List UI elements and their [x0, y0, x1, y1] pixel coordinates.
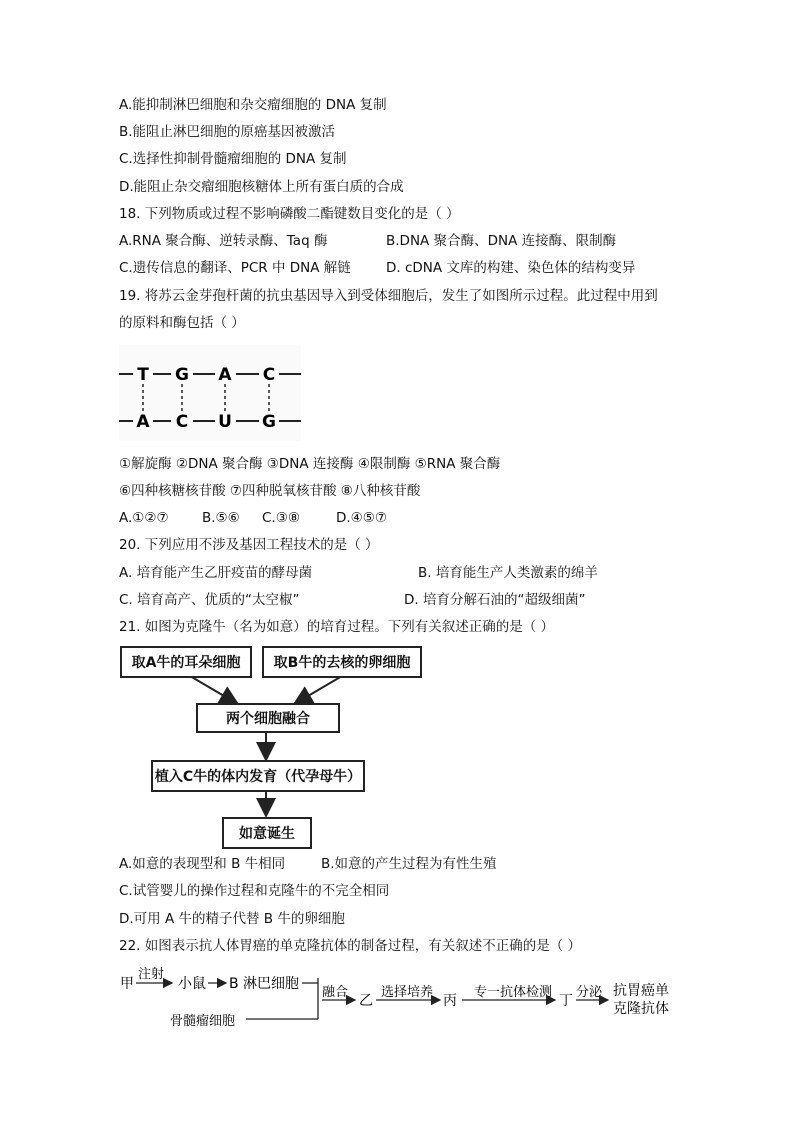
- q22-detect-label: 专一抗体检测: [474, 985, 553, 1000]
- q22-ding: 丁: [559, 993, 573, 1009]
- q17-option-c: C.选择性抑制骨髓瘤细胞的 DNA 复制: [119, 151, 347, 167]
- q18-option-a: A.RNA 聚合酶、逆转录酶、Taq 酶: [119, 233, 328, 249]
- q18-stem: 18. 下列物质或过程不影响磷酸二酯键数目变化的是（ ）: [119, 206, 460, 222]
- q18-option-b: B.DNA 聚合酶、DNA 连接酶、限制酶: [386, 233, 617, 249]
- q18-option-c: C.遗传信息的翻译、PCR 中 DNA 解链: [119, 260, 351, 276]
- top-base-3: A: [218, 365, 232, 385]
- flow-box-cell-fusion: 两个细胞融合: [196, 703, 340, 733]
- flow-box-implant-c: 植入C牛的体内发育（代孕母牛）: [151, 760, 365, 792]
- flow-box-ruyi-born: 如意诞生: [222, 817, 312, 849]
- q19-items-line2: ⑥四种核糖核苷酸 ⑦四种脱氧核苷酸 ⑧八种核苷酸: [119, 483, 421, 499]
- q21-option-a: A.如意的表现型和 B 牛相同: [119, 856, 286, 872]
- q22-myeloma: 骨髓瘤细胞: [170, 1014, 236, 1029]
- q21-option-d: D.可用 A 牛的精子代替 B 牛的卵细胞: [119, 911, 345, 927]
- q18-option-d: D. cDNA 文库的构建、染色体的结构变异: [386, 260, 636, 276]
- q21-stem: 21. 如图为克隆牛（名为如意）的培育过程。下列有关叙述正确的是（ ）: [119, 619, 555, 635]
- q22-product-line1: 抗胃癌单: [613, 983, 669, 999]
- q22-inject-label: 注射: [138, 967, 165, 982]
- q19-stem-line1: 19. 将苏云金芽孢杆菌的抗虫基因导入到受体细胞后，发生了如图所示过程。此过程中用到: [119, 288, 658, 304]
- q22-select-label: 选择培养: [381, 985, 434, 1000]
- bottom-base-3: U: [218, 412, 232, 432]
- q20-option-b: B. 培育能生产人类激素的绵羊: [418, 565, 598, 581]
- q19-option-a: A.①②⑦: [119, 510, 169, 526]
- flow-box-b-egg-cell: 取B牛的去核的卵细胞: [262, 646, 422, 678]
- q21-option-b: B.如意的产生过程为有性生殖: [321, 856, 497, 872]
- q19-option-c: C.③⑧: [262, 510, 300, 526]
- q22-stem: 22. 如图表示抗人体胃癌的单克隆抗体的制备过程，有关叙述不正确的是（ ）: [119, 938, 582, 954]
- q20-option-a: A. 培育能产生乙肝疫苗的酵母菌: [119, 565, 313, 581]
- bottom-base-4: G: [262, 412, 276, 432]
- q19-items-line1: ①解旋酶 ②DNA 聚合酶 ③DNA 连接酶 ④限制酶 ⑤RNA 聚合酶: [119, 456, 501, 472]
- q19-option-d: D.④⑤⑦: [336, 510, 387, 526]
- q22-secrete-label: 分泌: [576, 985, 603, 1000]
- q20-option-c: C. 培育高产、优质的“太空椒”: [119, 592, 300, 608]
- bottom-base-1: A: [136, 412, 150, 432]
- q19-option-b: B.⑤⑥: [202, 510, 240, 526]
- q22-yi: 乙: [359, 993, 373, 1009]
- q22-product-line2: 克隆抗体: [613, 1001, 669, 1017]
- q22-jia: 甲: [120, 976, 134, 992]
- bottom-base-2: C: [175, 412, 189, 432]
- q21-option-c: C.试管婴儿的操作过程和克隆牛的不完全相同: [119, 883, 390, 899]
- top-base-4: C: [262, 365, 276, 385]
- top-base-1: T: [137, 365, 149, 385]
- q17-option-a: A.能抑制淋巴细胞和杂交瘤细胞的 DNA 复制: [119, 97, 387, 113]
- q22-b-lymphocyte: B 淋巴细胞: [229, 976, 300, 992]
- q22-fuse-label: 融合: [322, 985, 349, 1000]
- q19-stem-line2: 的原料和酶包括（ ）: [119, 315, 245, 331]
- q22-mouse: 小鼠: [178, 976, 206, 992]
- q22-bing: 丙: [443, 993, 457, 1009]
- flow-box-a-ear-cell: 取A牛的耳朵细胞: [120, 646, 252, 678]
- q20-stem: 20. 下列应用不涉及基因工程技术的是（ ）: [119, 537, 379, 553]
- q17-option-d: D.能阻止杂交瘤细胞核糖体上所有蛋白质的合成: [119, 179, 404, 195]
- top-base-2: G: [175, 365, 189, 385]
- q17-option-b: B.能阻止淋巴细胞的原癌基因被激活: [119, 124, 336, 140]
- q20-option-d: D. 培育分解石油的“超级细菌”: [404, 592, 586, 608]
